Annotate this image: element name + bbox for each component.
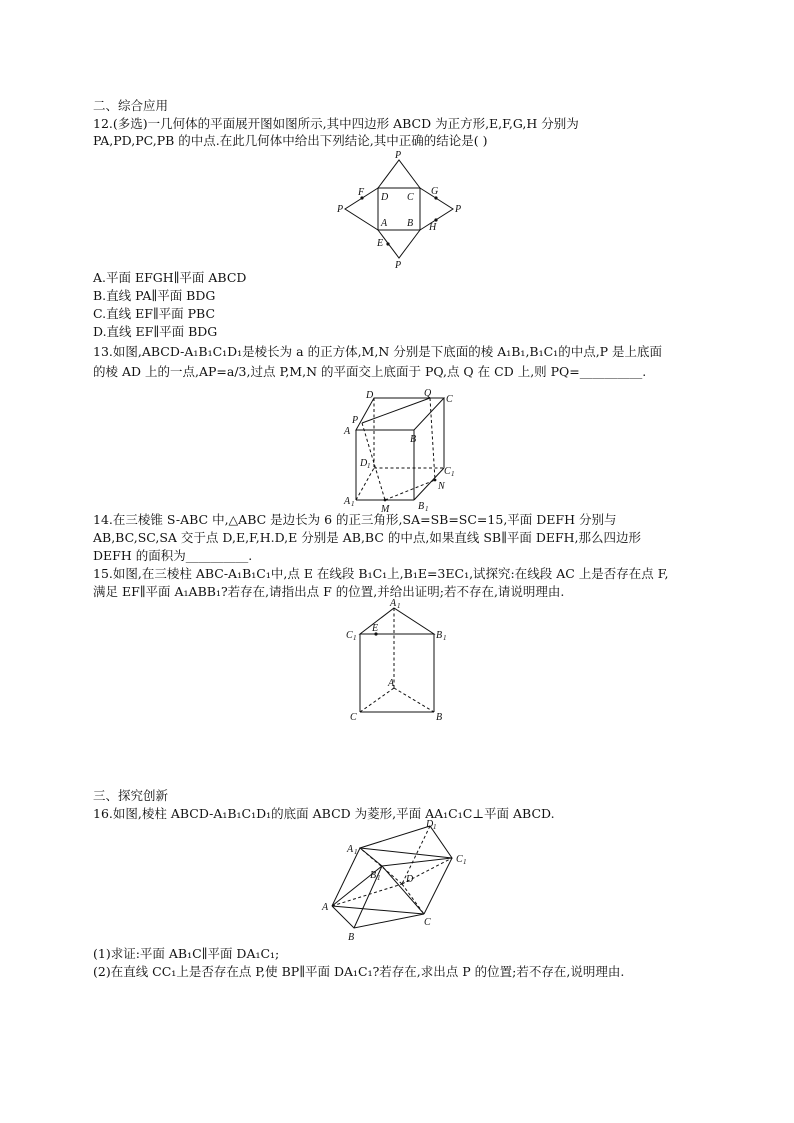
svg-text:1: 1 [353,634,357,642]
label-b: B [407,218,414,229]
question-16-part-2: (2)在直线 CC₁上是否存在点 P,使 BP∥平面 DA₁C₁?若存在,求出点 P 的位置;若不存在,说明理由. [93,964,625,979]
svg-text:1: 1 [397,602,401,610]
section-heading-2: 二、综合应用 [93,98,169,113]
q15-prism-figure [342,598,452,726]
label-d1: D [426,819,434,830]
q12-option-d: D.直线 EF∥平面 BDG [93,324,218,339]
question-16-part-1: (1)求证:平面 AB₁C∥平面 DA₁C₁; [93,946,280,961]
label-a: A [381,218,388,229]
label-h: H [429,222,437,233]
label-d: D [406,874,414,885]
question-14-line-3: DEFH 的面积为__________. [93,548,253,563]
question-14-line-2: AB,BC,SC,SA 交于点 D,E,F,H.D,E 分别是 AB,BC 的中点,如果直线 SB∥平面 DEFH,那么四边形 [93,530,642,545]
label-a: A [344,426,351,437]
question-13-line-2: 的棱 AD 上的一点,AP=a/3,过点 P,M,N 的平面交上底面于 PQ,点 Q 在 CD 上,则 PQ=__________. [93,364,647,379]
q12-option-a: A.平面 EFGH∥平面 ABCD [93,270,247,285]
svg-text:1: 1 [377,874,381,882]
svg-text:1: 1 [463,858,467,866]
section-heading-3: 三、探究创新 [93,788,169,803]
label-a1: A [390,598,397,609]
label-d: D [366,390,374,401]
label-c: C [407,192,414,203]
q12-option-b: B.直线 PA∥平面 BDG [93,288,216,303]
label-f: F [358,187,365,198]
label-m: M [381,504,390,513]
label-a: A [388,678,395,689]
label-b: B [436,712,443,723]
label-a1: A [347,844,354,855]
label-p-bottom: P [395,260,402,270]
label-p: P [352,415,359,426]
question-13-line-1: 13.如图,ABCD-A₁B₁C₁D₁是棱长为 a 的正方体,M,N 分别是下底面的棱 A₁B₁,B₁C₁的中点,P 是上底面 [93,344,663,359]
label-a: A [322,902,329,913]
label-c1: C [444,466,451,477]
label-c1: C [456,854,463,865]
label-p-top: P [395,150,402,161]
label-g: G [431,186,439,197]
label-d1: D [360,458,368,469]
question-16-line-1: 16.如图,棱柱 ABCD-A₁B₁C₁D₁的底面 ABCD 为菱形,平面 AA₁C₁C⊥平面 ABCD. [93,806,555,821]
label-e: E [372,623,379,634]
svg-text:1: 1 [433,823,437,831]
question-15-line-1: 15.如图,在三棱柱 ABC-A₁B₁C₁中,点 E 在线段 B₁C₁上,B₁E=3EC₁,试探究:在线段 AC 上是否存在点 F, [93,566,669,581]
label-p-right: P [455,204,462,215]
label-d: D [381,192,389,203]
label-c: C [446,394,453,405]
label-c: C [424,917,431,928]
svg-text:1: 1 [351,500,355,508]
question-12-line-1: 12.(多选)一几何体的平面展开图如图所示,其中四边形 ABCD 为正方形,E,F,G,H 分别为 [93,116,579,131]
label-p-left: P [337,204,344,215]
svg-text:1: 1 [425,505,429,513]
question-12-line-2: PA,PD,PC,PB 的中点.在此几何体中给出下列结论,其中正确的结论是( ) [93,133,488,148]
label-b1: B [370,870,377,881]
label-e: E [377,238,384,249]
label-b: B [410,434,417,445]
label-a1: A [344,496,351,507]
svg-text:1: 1 [367,462,371,470]
svg-text:1: 1 [451,470,455,478]
label-q: Q [424,388,432,399]
label-n: N [438,481,445,492]
q16-prism-figure [320,818,480,946]
q12-option-c: C.直线 EF∥平面 PBC [93,306,216,321]
question-15-line-2: 满足 EF∥平面 A₁ABB₁?若存在,请指出点 F 的位置,并给出证明;若不存在,请说明理由. [93,584,565,599]
svg-text:1: 1 [443,634,447,642]
q13-cube-figure [340,388,460,513]
label-b1: B [418,501,425,512]
q12-net-figure [335,148,465,270]
svg-text:1: 1 [354,848,358,856]
label-b1: B [436,630,443,641]
question-14-line-1: 14.在三棱锥 S-ABC 中,△ABC 是边长为 6 的正三角形,SA=SB=SC=15,平面 DEFH 分别与 [93,512,617,527]
label-c: C [350,712,357,723]
label-c1: C [346,630,353,641]
label-b: B [348,932,355,943]
